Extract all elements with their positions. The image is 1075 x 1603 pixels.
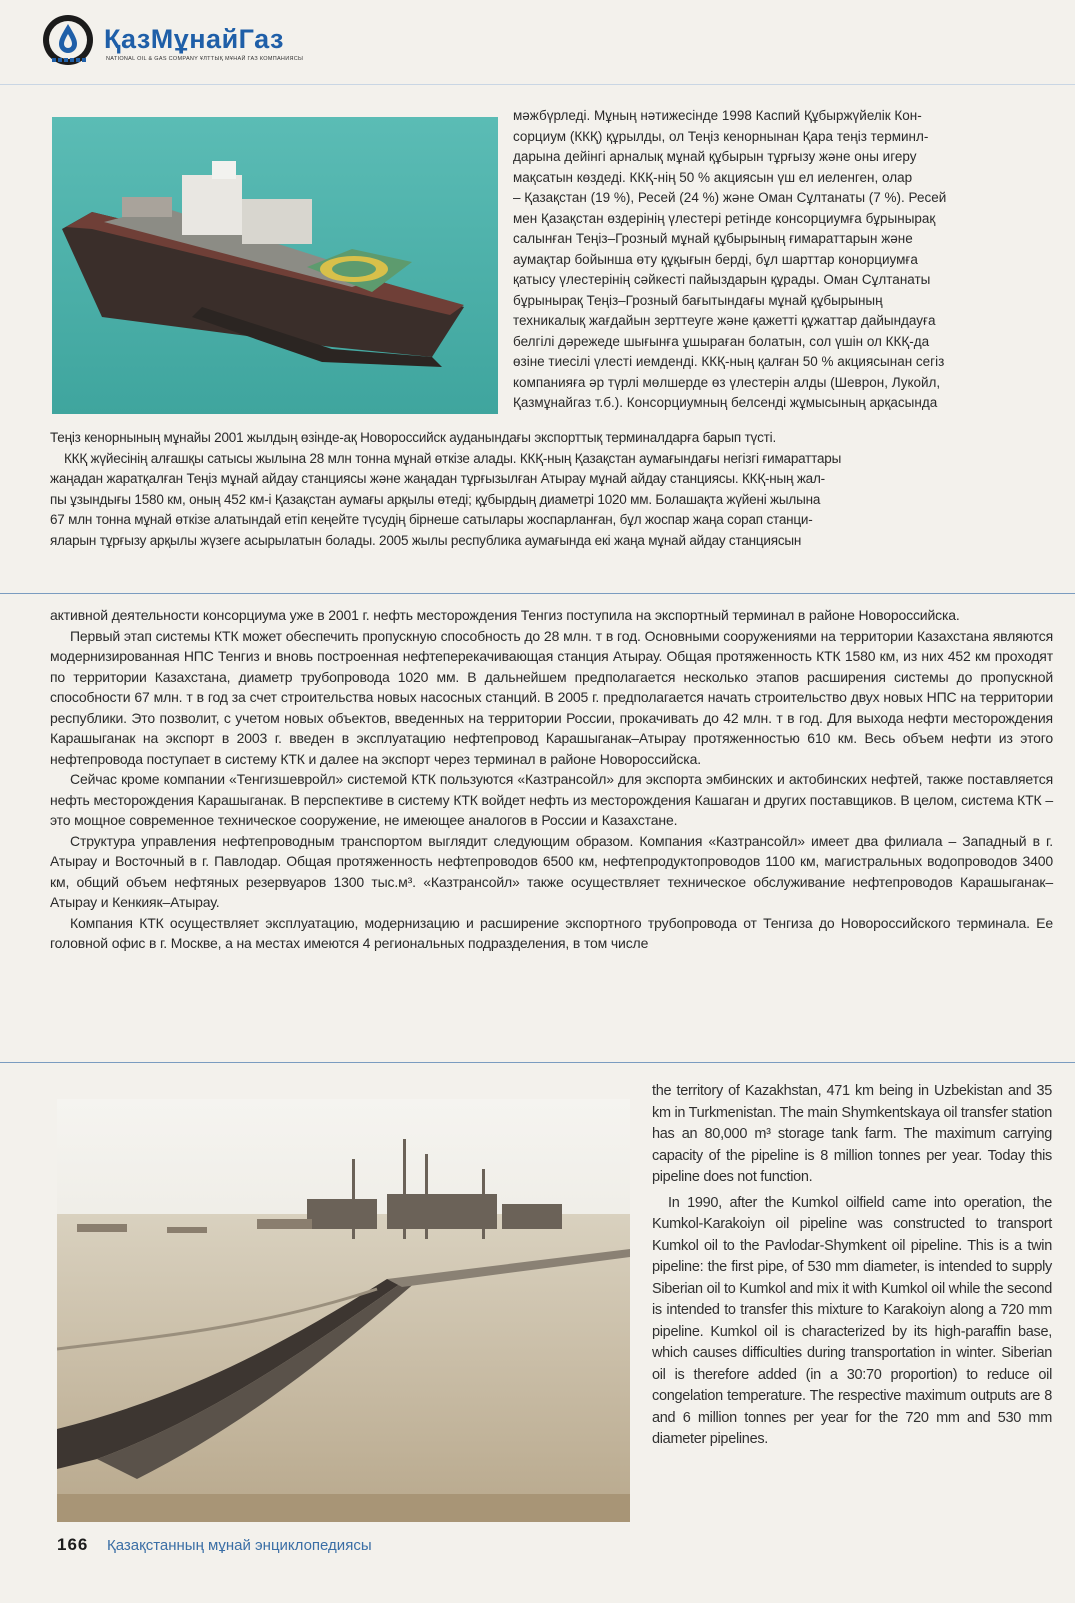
text-line: қатысу үлестерінің сәйкесті пайыздарын құрады. Оман Сұлтанаты xyxy=(513,272,931,287)
text-line: техникалық жағдайын зерттеуге және қажетті құжаттар дайындауға xyxy=(513,313,936,328)
book-title: Қазақстанның мұнай энциклопедиясы xyxy=(107,1537,372,1554)
text-line: Теңіз кенорнының мұнайы 2001 жылдың өзінде-ақ Новороссийск ауданындағы экспорттық терминалдарға барып түсті. xyxy=(50,430,776,445)
text-line: дарына дейінгі арналық мұнай құбырын тұрғызу және оны игеру xyxy=(513,149,917,164)
paragraph: the territory of Kazakhstan, 471 km being in Uzbekistan and 35 km in Turkmenistan. The main Shymkentskaya oil transfer station has an 80,000 m³ storage tank farm. The maximum carrying capacity of the pipeline is 8 million tonnes per year. Today this pipeline does not function. xyxy=(652,1083,1052,1185)
section-divider xyxy=(0,593,1075,594)
text-line: белгілі дәрежеде шығынға ұшыраған болатын, сол үшін ол ККҚ-да xyxy=(513,333,930,349)
text-line: жаңадан жаратқалған Теңіз мұнай айдау станциясы және жаңадан тұрғызылған Атырау мұнай айдау станциясы. ККҚ-ның жал- xyxy=(50,471,825,486)
brand-name: ҚазМұнайГаз xyxy=(104,24,284,54)
russian-text xyxy=(50,605,1053,954)
english-text xyxy=(652,1081,1052,1451)
tanker-photo xyxy=(52,117,498,414)
paragraph: активной деятельности консорциума уже в 2001 г. нефть месторождения Тенгиз поступила на экспортный терминал в районе Новороссийска. xyxy=(50,607,960,623)
text-line: пы ұзындығы 1580 км, оның 452 км-і Қазақстан аумағы арқылы өтеді; құбырдың диаметрі 1020 мм. Болашақта жүйені жылына xyxy=(50,491,821,507)
paragraph: Компания КТК осуществляет эксплуатацию, модернизацию и расширение экспортного трубопровода от Тенгиза до Новороссийского терминала. Ее головной офис в г. Москве, а на местах имеются 4 региональных подразделения, в том числе xyxy=(50,914,1053,951)
kazakh-side-text xyxy=(513,106,1053,414)
page-number: 166 xyxy=(57,1535,89,1554)
text-line: салынған Теңіз–Грозный мұнай құбырының ғимараттарын және xyxy=(513,231,913,246)
text-line: өзіне тиесілі үлесті иемденді. ККҚ-ның қалған 50 % акциясынан сегіз xyxy=(513,354,945,369)
text-line: мәжбүрледі. Мұның нәтижесінде 1998 Каспий Құбыржүйелік Кон- xyxy=(513,108,922,123)
kazakh-full-text xyxy=(50,428,1053,551)
text-line: аумақтар бойынша өту құқығын берді, бұл шарттар конорциумға xyxy=(513,251,918,267)
header-rule xyxy=(0,84,1075,85)
text-line: яларын тұрғызу арқылы жүзеге асырылатын болады. 2005 жылы республика аумағында екі жаңа мұнай айдау станциясын xyxy=(50,532,802,548)
paragraph: Структура управления нефтепроводным транспортом выглядит следующим образом. Компания «Казтрансойл» имеет два филиала – Западный в г. Атырау и Восточный в г. Павлодар. Общая протяженность нефтепроводов 6500 км, нефтепродуктопроводов 1100 км, магистральных водопроводов 3400 км, общий объем нефтяных резервуаров 1300 тыс.м³. «Казтрансойл» также осуществляет техническое обслуживание нефтепроводов Карашыганак–Атырау и Кенкияк–Атырау. xyxy=(50,832,1053,910)
paragraph: Первый этап системы КТК может обеспечить пропускную способность до 28 млн. т в год. Основными сооружениями на территории Казахстана являются модернизированная НПС Тенгиз и вновь построенная нефтеперекачивающая станция Атырау. Общая протяженность КТК 1580 км, из них 452 км проходят по территории Казахстана, диаметр трубопровода 1020 мм. В дальнейшем предполагается несколько этапов расширения системы до пропускной способности 67 млн. т в год за счет строительства новых насосных станций. В 2005 г. предполагается начать строительство двух новых НПС на территории республики. Это позволит, с учетом новых объектов, введенных на территории России, прокачивать до 42 млн. т в год. Для выхода нефти месторождения Карашыганак на экспорт в 2003 г. введен в эксплуатацию нефтепровод Карашыганак–Атырау протяженностью 610 км. Весь объем нефти из этого нефтепровода поступает в систему КТК и далее на экспорт через терминал в районе Новороссийска. xyxy=(50,627,1053,767)
page-header xyxy=(0,0,1075,84)
text-line: бұрынырақ Теңіз–Грозный бағытындағы мұнай құбырының xyxy=(513,292,883,308)
text-line: мақсатын көздеді. ККҚ-нің 50 % акциясын үш ел иеленген, олар xyxy=(513,169,913,185)
paragraph: In 1990, after the Kumkol oilfield came into operation, the Kumkol-Karakoiyn oil pipeline was constructed to transport Kumkol oil to the Pavlodar-Shymkent oil pipeline. This is a twin pipeline: the first pipe, of 530 mm diameter, is intended to supply Siberian oil to Kumkol and mix it with Kumkol oil while the second is intended to transfer this mixture to Karakoiyn along a 720 mm pipeline. Kumkol oil is characterized by its high-paraffin base, which causes difficulties during transportation in winter. Siberian oil is therefore added (in a 30:70 proportion) to reduce oil congelation temperature. The respective maximum outputs are 8 and 6 million tonnes per year for the 720 mm and 530 mm diameter pipelines. xyxy=(652,1194,1052,1447)
kmg-drop-logo-icon xyxy=(40,12,96,68)
paragraph: Сейчас кроме компании «Тенгизшевройл» системой КТК пользуются «Казтрансойл» для экспорта эмбинских и актобинских нефтей, также поставляется нефть месторождения Карашыганак. В перспективе в систему КТК войдет нефть из месторождения Кашаган и других поставщиков. В целом, система КТК – это мощное современное техническое сооружение, не имеющее аналогов в России и Казахстане. xyxy=(50,771,1053,828)
text-line: Қазмұнайгаз т.б.). Консорциумның белсенді жұмысының арқасында xyxy=(513,395,938,410)
text-line: 67 млн тонна мұнай өткізе алатындай етіп кеңейте түсудің бірнеше сатылары жоспарланған, бұл жоспар жаңа сорап станци- xyxy=(50,512,813,527)
pipeline-photo xyxy=(57,1099,630,1522)
text-line: сорциум (ККҚ) құрылды, ол Теңіз кенорнынан Қара теңіз терминл- xyxy=(513,128,929,144)
brand-subtitle: NATIONAL OIL & GAS COMPANY ҰЛТТЫҚ МҰНАЙ ГАЗ КОМПАНИЯСЫ xyxy=(106,56,304,62)
section-divider xyxy=(0,1062,1075,1063)
text-line: компанияға әр түрлі мөлшерде өз үлестерін алды (Шеврон, Лукойл, xyxy=(513,374,941,390)
text-line: ККҚ жүйесінің алғашқы сатысы жылына 28 млн тонна мұнай өткізе алады. ККҚ-ның Қазақстан аумағындағы негізгі ғимараттары xyxy=(64,450,842,466)
text-line: – Қазақстан (19 %), Ресей (24 %) және Оман Сұлтанаты (7 %). Ресей xyxy=(513,190,947,205)
text-line: мен Қазақстан өздерінің үлестері ретінде консорциумға бұрынырақ xyxy=(513,210,936,226)
